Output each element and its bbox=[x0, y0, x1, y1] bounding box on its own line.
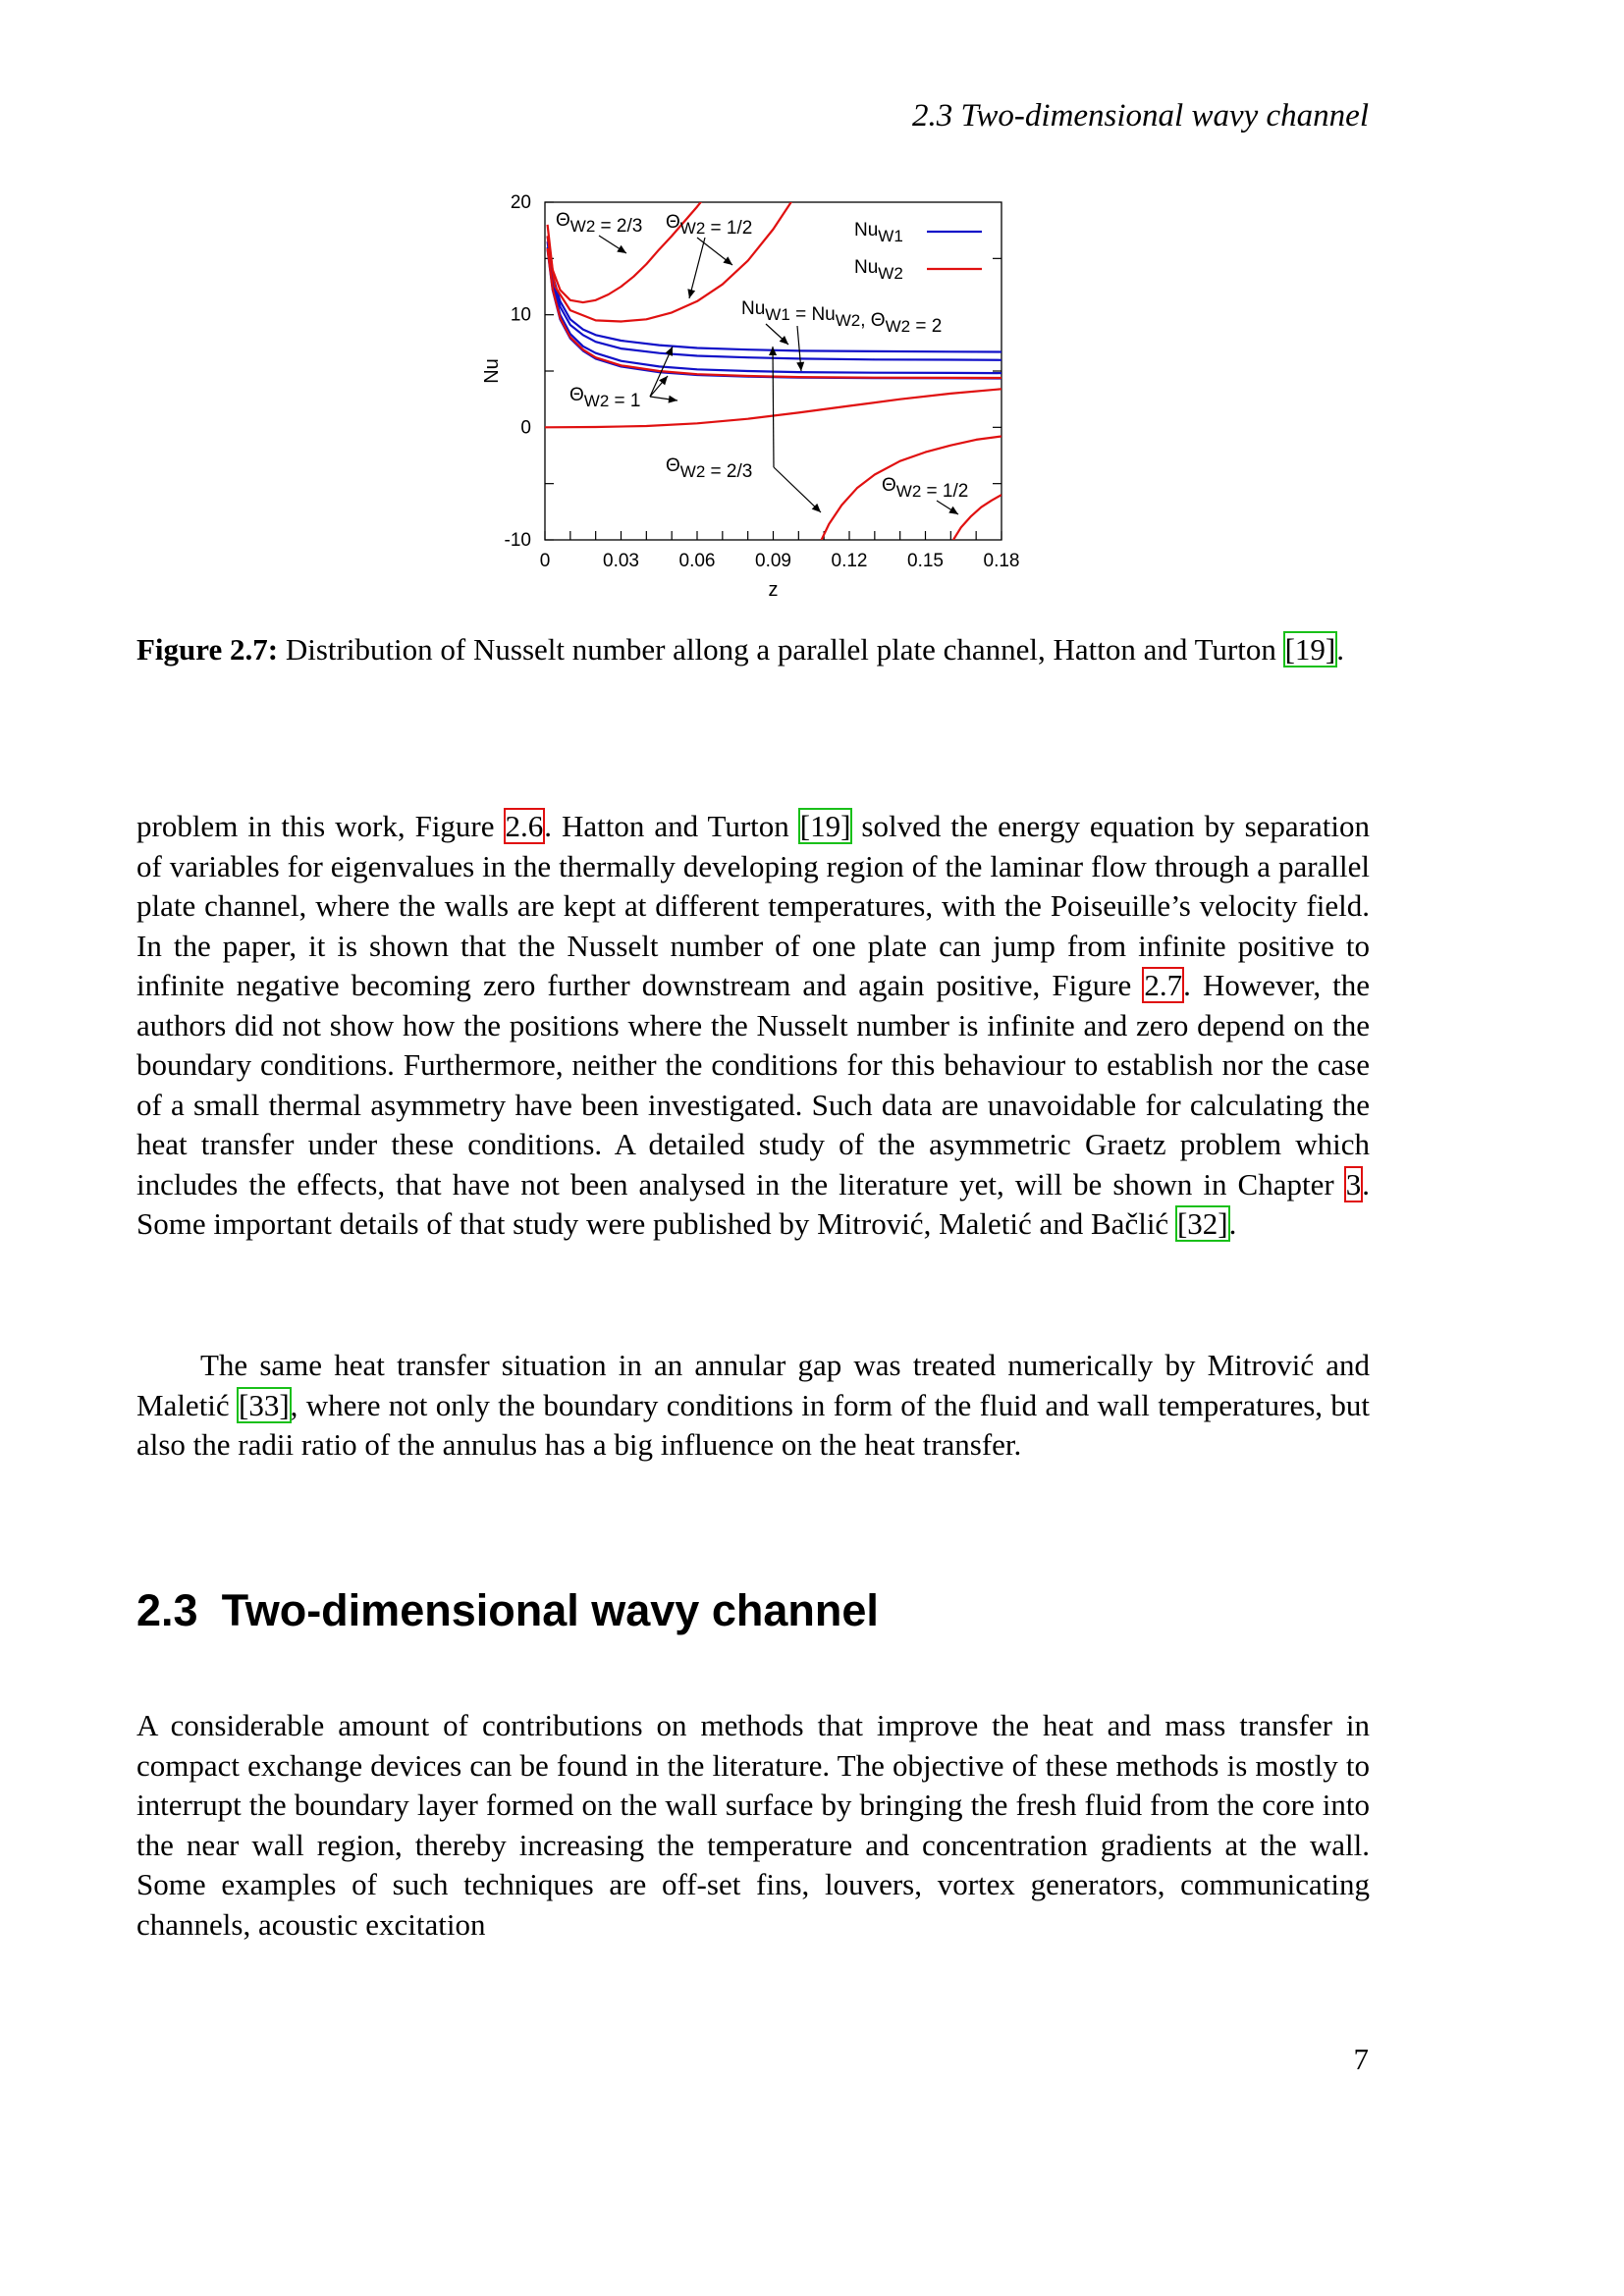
arrow-head bbox=[617, 245, 626, 253]
x-tick-label: 0.15 bbox=[907, 551, 944, 571]
legend-label: NuW1 bbox=[854, 220, 903, 245]
x-tick-label: 0.09 bbox=[755, 551, 791, 571]
paragraph-text: . Hatton and Turton bbox=[544, 809, 799, 843]
curve-annotation: ΘW2 = 1 bbox=[569, 385, 641, 411]
y-tick-label: 10 bbox=[510, 304, 531, 326]
caption-end: . bbox=[1336, 632, 1345, 667]
section-number: 2.3 bbox=[136, 1585, 198, 1635]
cross-reference-link[interactable]: 2.7 bbox=[1144, 968, 1183, 1002]
x-tick-label: 0.18 bbox=[983, 551, 1020, 571]
x-axis-label: z bbox=[768, 579, 779, 601]
citation-link[interactable]: [32] bbox=[1176, 1206, 1228, 1241]
section-paragraph: A considerable amount of contributions on methods that improve the heat and mass transfer in compact exchange devices can be found in the literature. The objective of these methods is mostly to interrupt the boundary layer formed on the wall surface by bringing the fresh fluid from the core into the near wall region, thereby increasing the temperature and concentration gradients at the wall. Some examples of such techniques are off-set fins, louvers, vortex generators, communicating channels, acoustic excitation bbox=[136, 1708, 1370, 1942]
curve-annotation: ΘW2 = 2/3 bbox=[666, 455, 753, 482]
curve-annotation: ΘW2 = 2/3 bbox=[556, 210, 643, 237]
x-tick-label: 0.06 bbox=[678, 551, 716, 571]
figure-caption bbox=[136, 630, 1370, 669]
section-title: Two-dimensional wavy channel bbox=[221, 1585, 879, 1635]
paragraph-text: . bbox=[1228, 1206, 1237, 1241]
arrow-head bbox=[687, 289, 695, 298]
body-paragraph-2 bbox=[136, 1346, 1370, 1466]
annotation-arrow bbox=[689, 238, 705, 298]
series-line-6 bbox=[548, 177, 723, 302]
page-number: 7 bbox=[1353, 2042, 1369, 2076]
cross-reference-link[interactable]: 2.6 bbox=[505, 809, 544, 843]
arrow-head bbox=[723, 256, 732, 265]
nusselt-chart bbox=[461, 177, 1031, 609]
citation-link[interactable]: [19] bbox=[1284, 632, 1336, 667]
x-tick-label: 0.12 bbox=[831, 551, 868, 571]
arrow-head bbox=[948, 507, 958, 514]
body-paragraph-1 bbox=[136, 807, 1370, 1245]
paragraph-text: solved the energy equation by separation of variables for eigenvalues in the thermally developing region of the laminar flow through a parallel plate channel, where the walls are kept at different temperatures, with the Poiseuille’s velocity field. In the paper, it is shown that the Nusselt number of one plate can jump from infinite positive to infinite negative becoming zero further downstream and again positive, Figure bbox=[136, 809, 1371, 1002]
section-heading bbox=[136, 1585, 879, 1636]
annotation-arrow bbox=[773, 347, 774, 467]
curve-annotation: ΘW2 = 1/2 bbox=[882, 475, 969, 502]
figure-2-7 bbox=[461, 177, 1031, 609]
citation-link[interactable]: [19] bbox=[799, 809, 851, 843]
y-tick-label: 20 bbox=[510, 192, 531, 213]
curve-annotation: NuW1 = NuW2, ΘW2 = 2 bbox=[741, 298, 943, 337]
citation-link[interactable]: [33] bbox=[239, 1387, 290, 1422]
arrow-head bbox=[796, 362, 804, 371]
x-tick-label: 0.03 bbox=[603, 551, 639, 571]
paragraph-text: . However, the authors did not show how the positions where the Nusselt number is infinite and zero depend on the boundary conditions. Furthermore, neither the conditions for this behaviour to establish nor the case of a small thermal asymmetry have been investigated. Such data are unavoidable for calculating the heat transfer under these conditions. A detailed study of the asymmetric Graetz problem which includes the effects, that have not been analysed in the literature yet, will be shown in Chapter bbox=[136, 968, 1370, 1201]
series-line-1 bbox=[548, 241, 1001, 360]
x-tick-label: 0 bbox=[539, 551, 551, 571]
legend-label: NuW2 bbox=[854, 257, 903, 283]
paragraph-text: , where not only the boundary conditions in form of the fluid and wall temperatures, but also the radii ratio of the annulus has a big influence on the heat transfer. bbox=[136, 1387, 1370, 1462]
cross-reference-link[interactable]: 3 bbox=[1345, 1166, 1362, 1201]
curve-annotation: ΘW2 = 1/2 bbox=[666, 212, 753, 239]
paragraph-text: The same heat transfer situation in an annular gap was treated numerically by Mitrović and Maletić bbox=[136, 1348, 1370, 1422]
y-tick-label: -10 bbox=[504, 530, 531, 551]
figure-label: Figure 2.7: bbox=[136, 632, 279, 667]
arrow-head bbox=[669, 396, 677, 403]
running-header: 2.3 Two-dimensional wavy channel bbox=[912, 98, 1369, 133]
annotation-arrow bbox=[774, 467, 821, 512]
y-axis-label: Nu bbox=[481, 358, 503, 384]
paragraph-text: problem in this work, Figure bbox=[136, 809, 505, 843]
paragraph-text: . Some important details of that study were published by Mitrović, Maletić and Bačlić bbox=[136, 1166, 1370, 1241]
caption-text: Distribution of Nusselt number allong a parallel plate channel, Hatton and Turton bbox=[278, 632, 1284, 667]
y-tick-label: 0 bbox=[520, 417, 531, 439]
